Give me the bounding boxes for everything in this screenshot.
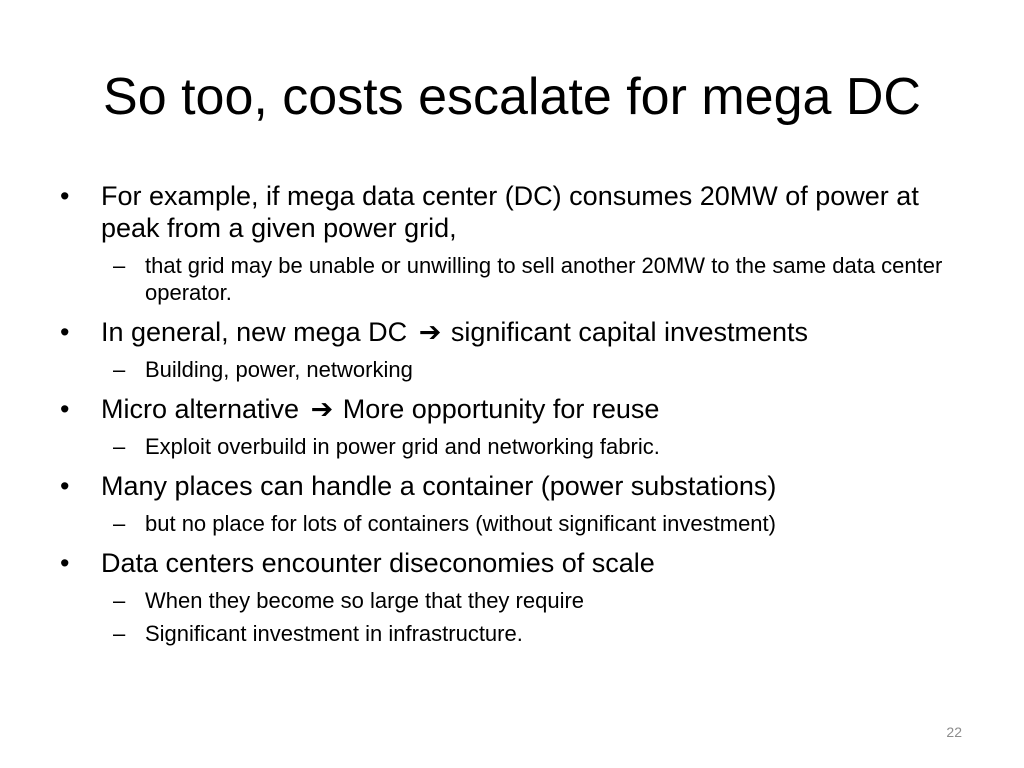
sub-bullet-item (56, 587, 946, 614)
sub-bullet-text: that grid may be unable or unwilling to sell another 20MW to the same data center operator. (145, 253, 943, 305)
bullet-text: Many places can handle a container (power substations) (101, 471, 777, 501)
bullet-icon: • (60, 394, 70, 424)
sub-bullet-text: Exploit overbuild in power grid and networking fabric. (145, 434, 660, 459)
bullet-text-after-arrow: significant capital investments (450, 317, 808, 347)
bullet-text-before-arrow: Micro alternative (101, 394, 300, 424)
bullet-icon: • (60, 317, 70, 347)
page-number: 22 (946, 724, 962, 740)
slide-title: So too, costs escalate for mega DC (103, 68, 921, 126)
dash-icon: – (113, 511, 126, 536)
dash-icon: – (113, 253, 126, 278)
bullet-item (56, 547, 946, 579)
sub-bullet-text: When they become so large that they require (145, 588, 585, 613)
bullet-text-before-arrow: In general, new mega DC (101, 317, 408, 347)
bullet-icon: • (60, 181, 70, 211)
bullet-item (56, 316, 946, 348)
dash-icon: – (113, 357, 126, 382)
bullet-list (56, 180, 946, 647)
sub-bullet-item (56, 252, 946, 306)
sub-bullet-text: but no place for lots of containers (without significant investment) (145, 511, 776, 536)
bullet-text-after-arrow: More opportunity for reuse (342, 394, 660, 424)
bullet-text: Data centers encounter diseconomies of scale (101, 548, 655, 578)
right-arrow-icon: ➔ (310, 394, 334, 424)
dash-icon: – (113, 621, 126, 646)
sub-bullet-item (56, 620, 946, 647)
sub-bullet-item (56, 433, 946, 460)
right-arrow-icon: ➔ (418, 317, 442, 347)
sub-bullet-item (56, 510, 946, 537)
bullet-icon: • (60, 471, 70, 501)
sub-bullet-item (56, 356, 946, 383)
dash-icon: – (113, 588, 126, 613)
sub-bullet-text: Building, power, networking (145, 357, 413, 382)
bullet-item (56, 180, 946, 244)
bullet-text: For example, if mega data center (DC) consumes 20MW of power at peak from a given power grid, (101, 181, 919, 243)
bullet-item (56, 393, 946, 425)
bullet-item (56, 470, 946, 502)
dash-icon: – (113, 434, 126, 459)
bullet-icon: • (60, 548, 70, 578)
sub-bullet-text: Significant investment in infrastructure. (145, 621, 523, 646)
